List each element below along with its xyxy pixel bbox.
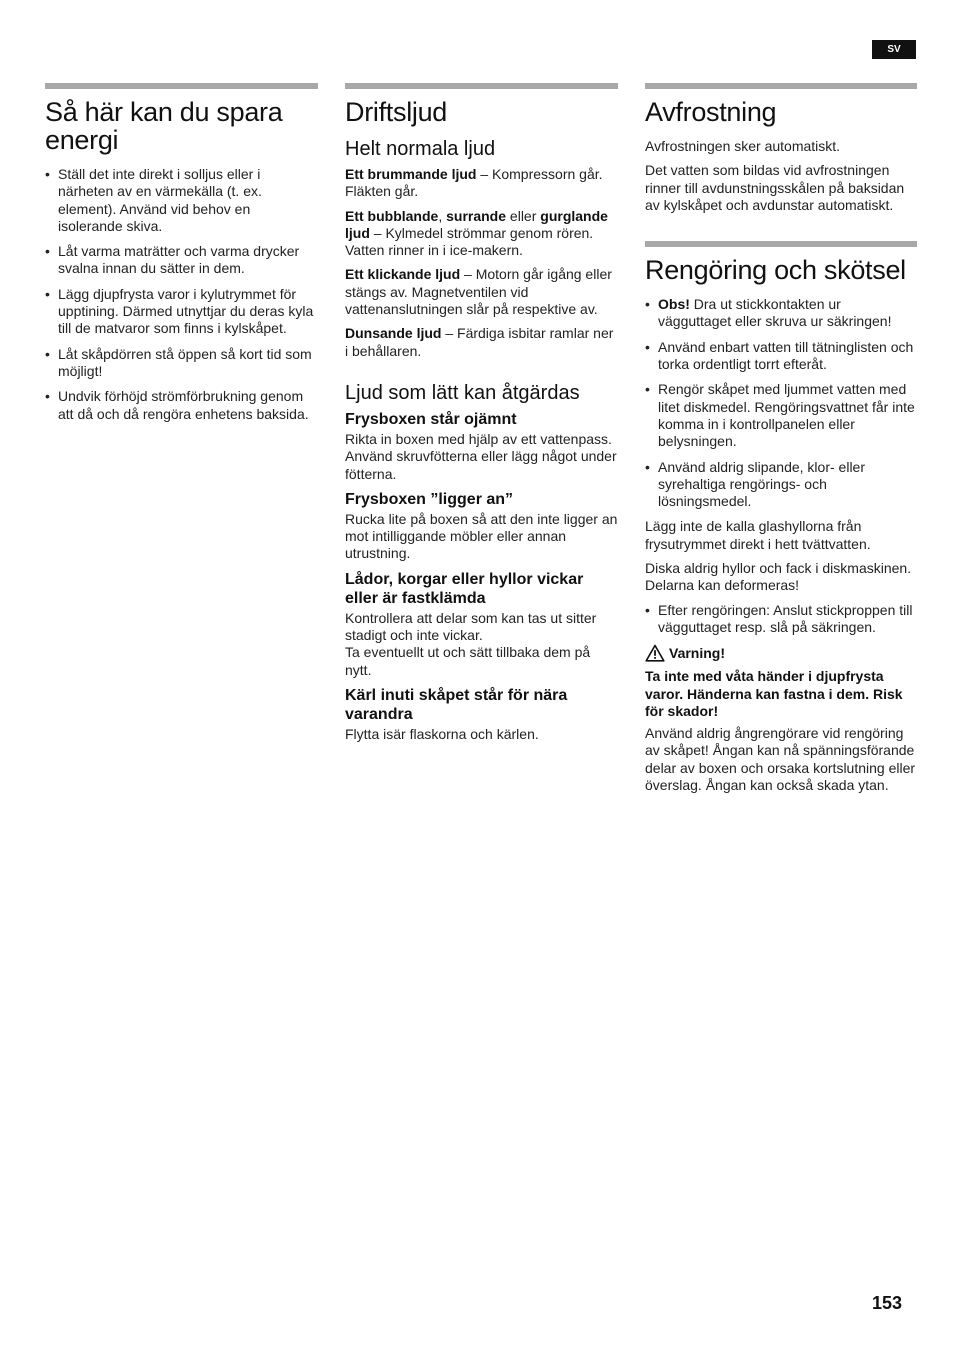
list-item: • Ställ det inte direkt i solljus eller i närheten av en värmekälla (t. ex. element). Använd vid behov en isolerande skiva. xyxy=(45,166,318,235)
subheading: Frysboxen ”ligger an” xyxy=(345,490,514,508)
paragraph: Diska aldrig hyllor och fack i diskmaskinen. Delarna kan deformeras! xyxy=(645,560,912,594)
list-item: • Låt varma maträtter och varma drycker svalna innan du sätter in dem. xyxy=(45,243,318,278)
language-badge: SV xyxy=(872,40,916,59)
list-item: • Använd enbart vatten till tätninglisten och torka ordentligt torrt efteråt. xyxy=(645,339,917,374)
warning-row xyxy=(645,644,917,662)
paragraph: Kontrollera att delar som kan tas ut sitter stadigt och inte vickar. Ta eventuellt ut och sätt tillbaka dem på nytt. xyxy=(345,609,597,678)
subheading: Frysboxen står ojämnt xyxy=(345,410,517,428)
warning-text: Använd aldrig ångrengörare vid rengöring av skåpet! Ångan kan nå spänningsförande delar av boxen och orsaka kortslutning eller överslag. Ångan kan också skada ytan. xyxy=(645,725,916,794)
list-item: • Låt skåpdörren stå öppen så kort tid som möjligt! xyxy=(45,346,318,381)
warning-label: Varning! xyxy=(669,645,726,662)
list-item: • Lägg djupfrysta varor i kylutrymmet för upptining. Därmed utnyttjar du deras kyla till de matvaror som finns i kylskåpet. xyxy=(45,286,318,338)
section-rule xyxy=(345,83,618,89)
subheading: Kärl inuti skåpet står för nära varandra xyxy=(345,686,568,723)
warning-icon xyxy=(645,644,665,662)
cleaning-list-after xyxy=(645,602,917,637)
list-item: • Obs! Dra ut stickkontakten ur vägguttaget eller skruva ur säkringen! xyxy=(645,296,917,331)
noise-paragraph: Ett bubblande, surrande eller gurglande ljud – Kylmedel strömmar genom rören. Vatten rinner in i ice-makern. xyxy=(345,207,608,259)
warning-bold-text: Ta inte med våta händer i djupfrysta varor. Händerna kan fastna i dem. Risk för skador! xyxy=(645,668,903,719)
section-rule xyxy=(45,83,318,89)
noise-paragraph: Dunsande ljud – Färdiga isbitar ramlar ner i behållaren. xyxy=(345,325,614,359)
defrost-title: Avfrostning xyxy=(645,97,777,127)
list-item: • Rengör skåpet med ljummet vatten med litet diskmedel. Rengöringsvattnet får inte komma in i kontrollpanelen eller belysningen. xyxy=(645,381,917,450)
column-defrost-cleaning xyxy=(645,83,917,801)
paragraph: Rikta in boxen med hjälp av ett vattenpass. Använd skruvfötterna eller lägg något under fötterna. xyxy=(345,430,617,482)
paragraph: Flytta isär flaskorna och kärlen. xyxy=(345,725,539,742)
paragraph: Lägg inte de kalla glashyllorna från frysutrymmet direkt i hett tvättvatten. xyxy=(645,518,871,552)
energy-list xyxy=(45,166,318,423)
fixable-noise-heading: Ljud som lätt kan åtgärdas xyxy=(345,381,580,404)
page-number: 153 xyxy=(872,1293,903,1313)
noise-title: Driftsljud xyxy=(345,97,448,127)
list-item: • Efter rengöringen: Anslut stickproppen till vägguttaget resp. slå på säkringen. xyxy=(645,602,917,637)
column-noise xyxy=(345,83,618,750)
paragraph: Rucka lite på boxen så att den inte ligger an mot intilliggande möbler eller annan utrustning. xyxy=(345,510,618,562)
list-item: • Undvik förhöjd strömförbrukning genom att då och då rengöra enhetens baksida. xyxy=(45,388,318,423)
paragraph: Det vatten som bildas vid avfrostningen rinner till avdunstningsskålen på baksidan av kylskåpet och avdunstar automatiskt. xyxy=(645,162,905,213)
cleaning-list xyxy=(645,296,917,510)
noise-paragraph: Ett brummande ljud – Kompressorn går. Fläkten går. xyxy=(345,166,603,200)
noise-paragraph: Ett klickande ljud – Motorn går igång eller stängs av. Magnetventilen vid vattenanslutningen slår på respektive av. xyxy=(345,266,612,318)
subheading: Lådor, korgar eller hyllor vickar eller är fastklämda xyxy=(345,570,584,607)
normal-noise-heading: Helt normala ljud xyxy=(345,138,496,160)
list-item: • Använd aldrig slipande, klor- eller syrehaltiga rengörings- och lösningsmedel. xyxy=(645,459,917,511)
section-rule xyxy=(645,83,917,89)
energy-title: Så här kan du spara energi xyxy=(45,97,283,155)
cleaning-title: Rengöring och skötsel xyxy=(645,255,906,286)
section-rule xyxy=(645,241,917,247)
column-energy xyxy=(45,83,318,431)
paragraph: Avfrostningen sker automatiskt. xyxy=(645,138,841,154)
